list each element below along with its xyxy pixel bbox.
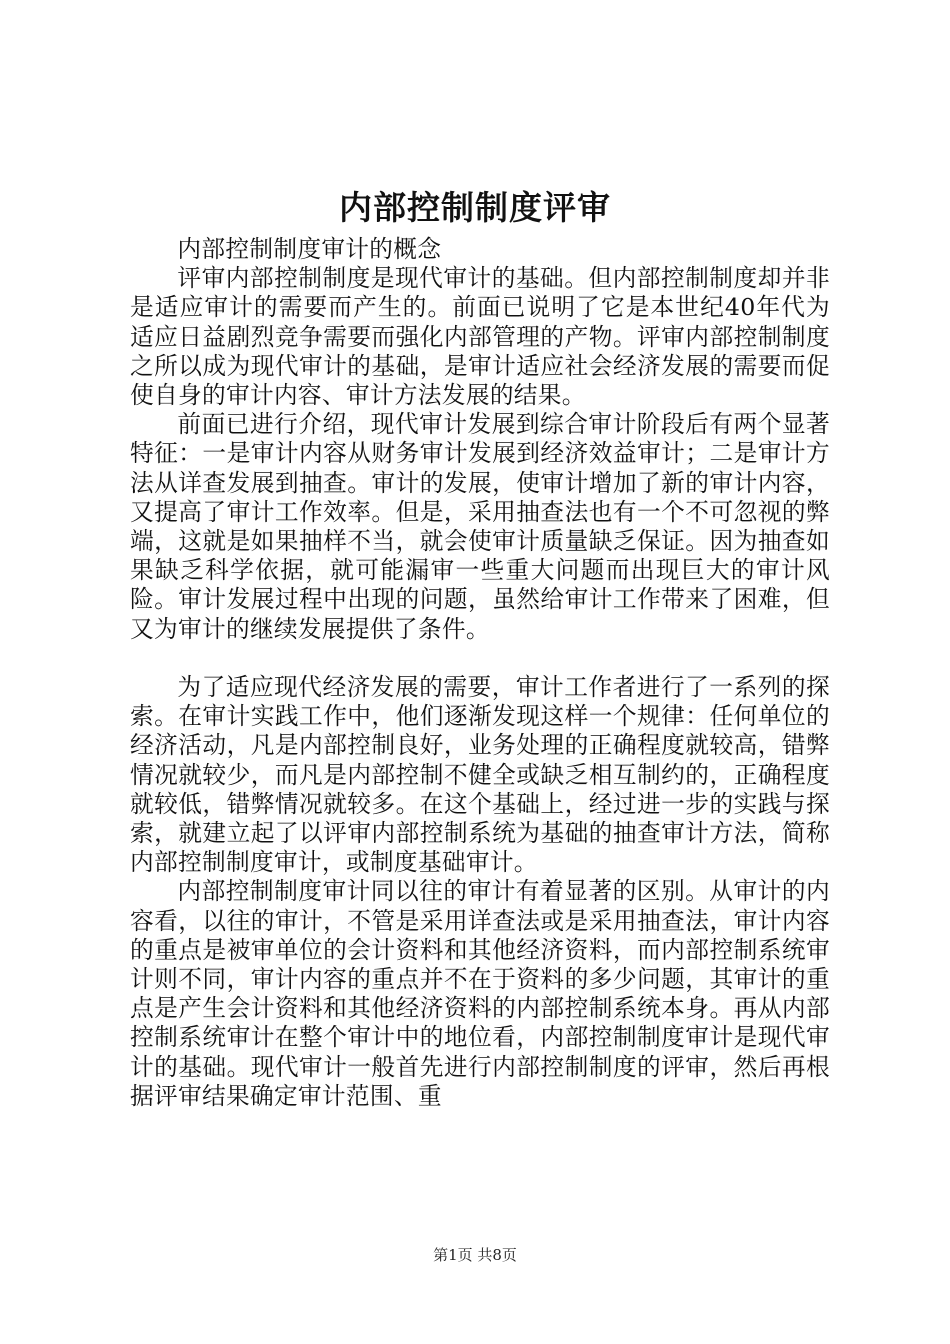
- paragraph: 内部控制制度审计同以往的审计有着显著的区别。从审计的内容看，以往的审计，不管是采用详查法或是采用抽查法，审计内容的重点是被审单位的会计资料和其他经济资料，而内部控制系统审计则不同，审计内容的重点并不在于资料的多少问题，其审计的重点是产生会计资料和其他经济资料的内部控制系统本身。再从内部控制系统审计在整个审计中的地位看，内部控制制度审计是现代审计的基础。现代审计一般首先进行内部控制制度的评审，然后再根据评审结果确定审计范围、重: [130, 877, 830, 1110]
- document-title: 内部控制制度评审: [339, 188, 611, 227]
- paragraph: 为了适应现代经济发展的需要，审计工作者进行了一系列的探索。在审计实践工作中，他们逐渐发现这样一个规律：任何单位的经济活动，凡是内部控制良好，业务处理的正确程度就较高，错弊情况就较少，而凡是内部控制不健全或缺乏相互制约的，正确程度就较低，错弊情况就较多。在这个基础上，经过进一步的实践与探索，就建立起了以评审内部控制系统为基础的抽查审计方法，简称内部控制制度审计，或制度基础审计。: [130, 673, 830, 877]
- document-body: [130, 235, 830, 1111]
- page-number: 第1页 共8页: [433, 1246, 517, 1264]
- paragraph: 评审内部控制制度是现代审计的基础。但内部控制制度却并非是适应审计的需要而产生的。前面已说明了它是本世纪40年代为适应日益剧烈竞争需要而强化内部管理的产物。评审内部控制制度之所以成为现代审计的基础，是审计适应社会经济发展的需要而促使自身的审计内容、审计方法发展的结果。: [130, 264, 830, 410]
- section-heading: 内部控制制度审计的概念: [177, 235, 442, 263]
- paragraph: 前面已进行介绍，现代审计发展到综合审计阶段后有两个显著特征：一是审计内容从财务审计发展到经济效益审计；二是审计方法从详查发展到抽查。审计的发展，使审计增加了新的审计内容，又提高了审计工作效率。但是，采用抽查法也有一个不可忽视的弊端，这就是如果抽样不当，就会使审计质量缺乏保证。因为抽查如果缺乏科学依据，就可能漏审一些重大问题而出现巨大的审计风险。审计发展过程中出现的问题，虽然给审计工作带来了困难，但又为审计的继续发展提供了条件。: [130, 410, 830, 643]
